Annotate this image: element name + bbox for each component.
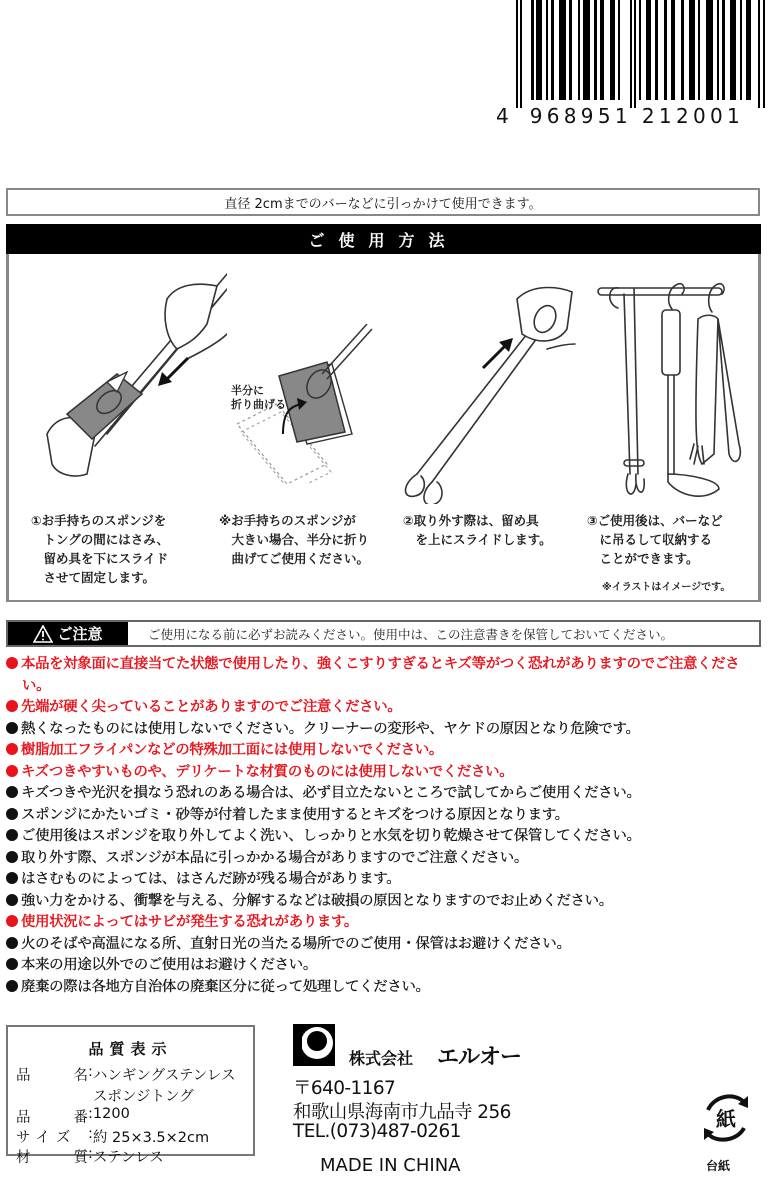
quality-row-size: サイズ : 約 25×3.5×2cm	[16, 1126, 210, 1146]
caution-item: はさむものによっては、はさんだ跡が残る場合があります。	[6, 869, 766, 891]
bullet-icon	[6, 958, 18, 970]
step-3-text: ③ご使用後は、バーなど に吊るして収納する ことができます。	[587, 513, 723, 566]
bullet-icon	[6, 937, 18, 949]
caution-item: スポンジにかたいゴミ・砂等が付着したまま使用するとキズをつける原因となります。	[6, 805, 766, 827]
caution-item: キズつきやすいものや、デリケートな材質のものには使用しないでください。	[6, 762, 766, 784]
postal-code: 〒640-1167	[293, 1078, 396, 1099]
caution-item: 火のそばや高温になる所、直射日光の当たる場所でのご使用・保管はお避けください。	[6, 934, 766, 956]
caution-item: 本来の用途以外でのご使用はお避けください。	[6, 955, 766, 977]
caution-item: ご使用後はスポンジを取り外してよく洗い、しっかりと水気を切り乾燥させて保管してください。	[6, 826, 766, 848]
illustration-disclaimer: ※イラストはイメージです。	[602, 582, 731, 593]
company-address: 和歌山県海南市九品寺 256	[293, 1102, 511, 1123]
warning-triangle-icon	[33, 625, 53, 643]
caution-label: ご注意	[57, 625, 103, 643]
caution-item: 使用状況によってはサビが発生する恐れがあります。	[6, 912, 766, 934]
caution-label-box	[8, 622, 128, 645]
made-in-label: MADE IN CHINA	[320, 1155, 461, 1176]
step-note-large-sponge: ※お手持ちのスポンジが 大きい場合、半分に折り 曲げてご使用ください。	[219, 513, 370, 566]
step-2-text: ②取り外す際は、留め具 を上にスライドします。	[403, 513, 552, 547]
bullet-icon	[6, 808, 18, 820]
bullet-icon	[6, 743, 18, 755]
company-brand: エルオー	[437, 1045, 522, 1070]
caution-header	[6, 620, 761, 647]
caution-item: 廃棄の際は各地方自治体の廃棄区分に従って処理してください。	[6, 977, 766, 999]
caution-description: ご使用になる前に必ずお読みください。使用中は、この注意書きを保管しておいてください。	[148, 626, 674, 642]
arrow-down-left-icon	[154, 354, 194, 390]
bullet-icon	[6, 829, 18, 841]
quality-row-material: 材 質 : ステンレス	[16, 1146, 164, 1166]
barcode-lead-digit: 4	[496, 104, 510, 128]
arrow-up-right-icon	[479, 334, 519, 374]
quality-row-product-name: 品 名 : ハンギングステンレス スポンジトング	[16, 1064, 236, 1105]
bullet-icon	[6, 722, 18, 734]
barcode-number	[496, 104, 768, 128]
barcode	[496, 0, 768, 128]
barcode-bars	[514, 0, 768, 108]
bullet-icon	[6, 980, 18, 992]
recycle-label: 台紙	[706, 1159, 731, 1173]
bullet-icon	[6, 700, 18, 712]
usage-instructions-panel	[6, 254, 761, 602]
bullet-icon	[6, 657, 18, 669]
quality-row-product-number: 品 番 : 1200	[16, 1106, 130, 1126]
bullet-icon	[6, 894, 18, 906]
company-phone: TEL.(073)487-0261	[293, 1121, 461, 1142]
caution-item: 熱くなったものには使用しないでください。クリーナーの変形や、ヤケドの原因となり危険です。	[6, 719, 766, 741]
caution-item: 先端が硬く尖っていることがありますのでご注意ください。	[6, 697, 766, 719]
bullet-icon	[6, 872, 18, 884]
illustration-hanging-storage	[594, 274, 754, 506]
bullet-icon	[6, 786, 18, 798]
company-prefix: 株式会社	[349, 1049, 414, 1068]
barcode-right-digits: 212001	[641, 104, 745, 128]
quality-label-box	[6, 1025, 255, 1166]
paper-recycle-icon	[700, 1088, 752, 1148]
caution-list	[6, 654, 766, 998]
caution-item: 取り外す際、スポンジが本品に引っかかる場合がありますのでご注意ください。	[6, 848, 766, 870]
bullet-icon	[6, 765, 18, 777]
barcode-left-digits: 968951	[529, 104, 632, 128]
fold-label: 半分に 折り曲げる	[231, 384, 286, 411]
quality-title: 品質表示	[88, 1040, 173, 1058]
bullet-icon	[6, 851, 18, 863]
caution-item: 樹脂加工フライパンなどの特殊加工面には使用しないでください。	[6, 740, 766, 762]
step-1-text: ①お手持ちのスポンジを トングの間にはさみ、 留め具を下にスライド させて固定します。	[31, 513, 170, 585]
bar-diameter-notice: 直径 2cmまでのバーなどに引っかけて使用できます。	[6, 188, 760, 216]
caution-item: キズつきや光沢を損なう恐れのある場合は、必ず目立たないところで試してからご使用ください。	[6, 783, 766, 805]
illustration-insert-sponge	[27, 264, 227, 484]
bullet-icon	[6, 915, 18, 927]
usage-section-title: ご使用方法	[6, 224, 761, 254]
svg-text:紙: 紙	[716, 1107, 736, 1131]
company-logo-icon	[293, 1024, 335, 1066]
illustration-slide-clip-up	[397, 274, 577, 504]
caution-item: 強い力をかける、衝撃を与える、分解するなどは破損の原因となりますのでお止めください。	[6, 891, 766, 913]
caution-item: 本品を対象面に直接当てた状態で使用したり、強くこすりすぎるとキズ等がつく恐れがありますのでご注意ください。	[6, 654, 766, 697]
